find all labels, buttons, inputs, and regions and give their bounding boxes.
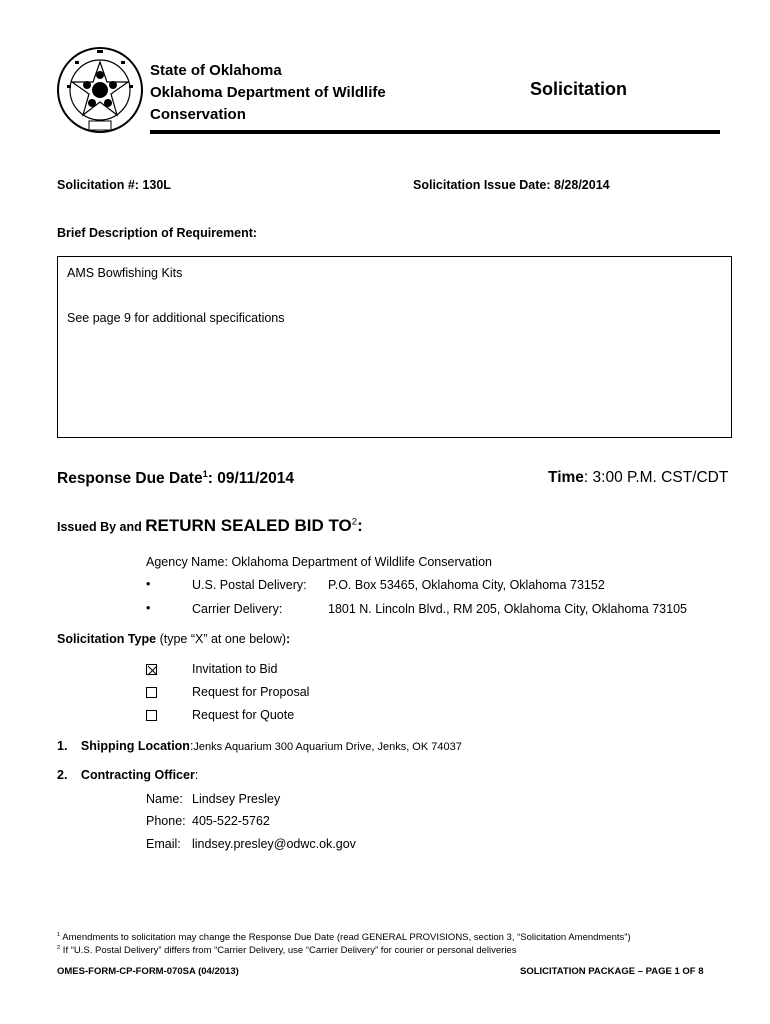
- header-divider: [150, 130, 720, 134]
- checkbox-invitation-to-bid[interactable]: [146, 662, 157, 680]
- solicitation-type-colon: :: [286, 632, 291, 646]
- checkbox-request-for-quote[interactable]: [146, 708, 157, 726]
- due-value: : 09/11/2014: [207, 470, 294, 488]
- organization-block: [150, 60, 386, 126]
- page-indicator: SOLICITATION PACKAGE – PAGE 1 OF 8: [520, 966, 704, 977]
- return-bid-heading: [57, 516, 363, 536]
- solicitation-type-label: Solicitation Type: [57, 632, 157, 646]
- description-box: [57, 256, 732, 438]
- delivery-bullet: •: [146, 577, 151, 591]
- issued-prefix: Issued By and: [57, 520, 146, 534]
- description-line-1: AMS Bowfishing Kits: [67, 266, 183, 280]
- delivery-method: U.S. Postal Delivery:: [192, 578, 307, 592]
- response-time: [548, 469, 728, 487]
- contracting-officer-heading: [57, 768, 198, 782]
- org-state: State of Oklahoma: [150, 62, 282, 79]
- officer-phone: 405-522-5762: [192, 814, 270, 828]
- delivery-address: 1801 N. Lincoln Blvd., RM 205, Oklahoma City, Oklahoma 73105: [328, 602, 687, 616]
- option-label: Invitation to Bid: [192, 662, 278, 676]
- footnote-number: 1: [57, 932, 61, 938]
- shipping-location: [57, 739, 462, 753]
- shipping-label: Shipping Location: [80, 739, 190, 753]
- description-line-2: See page 9 for additional specifications: [67, 311, 285, 325]
- footnote-text: Amendments to solicitation may change the Response Due Date (read GENERAL PROVISIONS, section 3, “Solicitation Amendments”): [60, 932, 631, 944]
- empty-box-icon[interactable]: [146, 687, 157, 698]
- contracting-label: Contracting Officer: [80, 768, 195, 782]
- org-department-cont: Conservation: [150, 106, 246, 123]
- page-title: Solicitation: [530, 79, 628, 99]
- solicitation-issue-date: Solicitation Issue Date: 8/28/2014: [413, 178, 610, 192]
- footnote-ref-2: 2: [351, 516, 358, 528]
- name-label: Name:: [146, 792, 183, 806]
- footnote-number: 2: [57, 945, 61, 952]
- agency-name: Agency Name: Oklahoma Department of Wildlife Conservation: [146, 555, 492, 569]
- contracting-colon: :: [194, 768, 199, 782]
- checkbox-request-for-proposal[interactable]: [146, 685, 157, 703]
- footnote-2: [57, 943, 631, 956]
- phone-label: Phone:: [146, 814, 186, 828]
- due-label: Response Due Date: [57, 470, 203, 488]
- response-due-date: [57, 469, 294, 488]
- state-seal-icon: [55, 45, 145, 135]
- description-heading: Brief Description of Requirement:: [57, 226, 258, 240]
- officer-name: Lindsey Presley: [192, 792, 281, 806]
- shipping-value: Jenks Aquarium 300 Aquarium Drive, Jenks, OK 74037: [193, 741, 462, 753]
- footnote-ref-1: 1: [202, 469, 208, 479]
- form-id: OMES-FORM-CP-FORM-070SA (04/2013): [57, 966, 239, 977]
- officer-email[interactable]: lindsey.presley@odwc.ok.gov: [192, 837, 356, 851]
- checked-box-icon[interactable]: [146, 664, 157, 675]
- item-number: 1.: [57, 739, 68, 753]
- item-number: 2.: [57, 768, 68, 782]
- shipping-colon: :: [189, 739, 194, 753]
- footnotes: [57, 930, 631, 956]
- time-value: : 3:00 P.M. CST/CDT: [583, 469, 729, 486]
- empty-box-icon[interactable]: [146, 710, 157, 721]
- org-department: Oklahoma Department of Wildlife: [150, 84, 386, 101]
- email-label: Email:: [146, 837, 181, 851]
- issued-main: RETURN SEALED BID TO: [145, 516, 352, 535]
- time-label: Time: [548, 469, 584, 486]
- option-label: Request for Quote: [192, 708, 295, 722]
- delivery-method: Carrier Delivery:: [192, 602, 283, 616]
- solicitation-type-heading: [57, 632, 290, 646]
- solicitation-type-instruction: (type “X” at one below): [156, 632, 287, 646]
- issued-suffix: :: [357, 516, 363, 535]
- solicitation-number: Solicitation #: 130L: [57, 178, 171, 192]
- delivery-address: P.O. Box 53465, Oklahoma City, Oklahoma 73152: [328, 578, 605, 592]
- delivery-bullet: •: [146, 601, 151, 615]
- footnote-text: If “U.S. Postal Delivery” differs from “Carrier Delivery, use “Carrier Delivery” for courier or personal deliveries: [60, 945, 517, 957]
- footnote-1: [57, 930, 631, 943]
- option-label: Request for Proposal: [192, 685, 310, 699]
